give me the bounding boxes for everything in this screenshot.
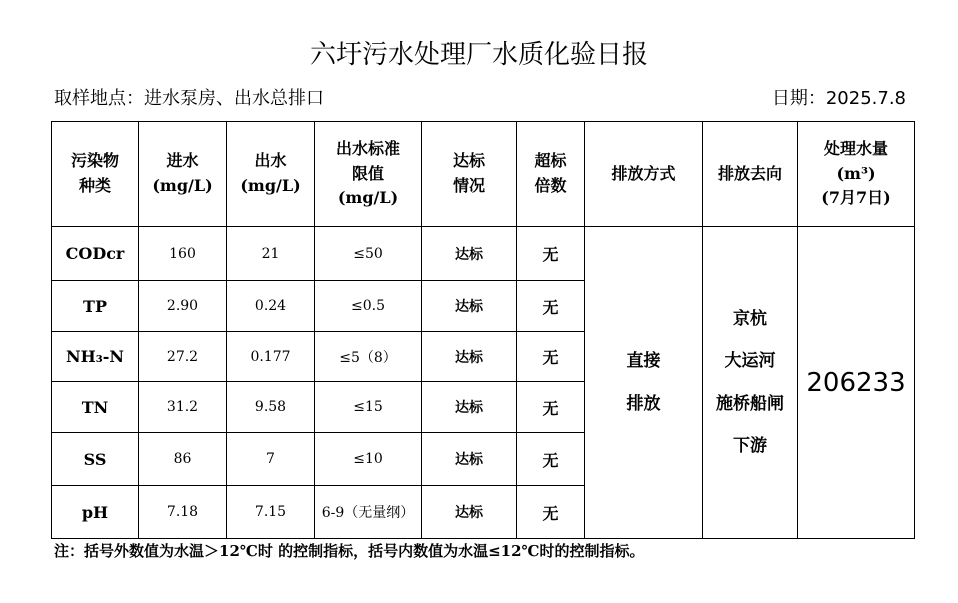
param-cell: NH₃-N — [52, 332, 139, 382]
report-title: 六圩污水处理厂水质化验日报 — [309, 40, 648, 70]
status-cell: 达标 — [422, 281, 517, 332]
influent-cell: 2.90 — [139, 281, 227, 332]
header-exceed: 超标 倍数 — [517, 122, 585, 227]
exceed-cell: 无 — [517, 227, 585, 281]
footnote: 注：括号外数值为水温＞12℃时 的控制指标，括号内数值为水温≤12℃时的控制指标。 — [54, 542, 645, 560]
limit-cell: ≤15 — [315, 382, 422, 433]
influent-cell: 86 — [139, 433, 227, 486]
limit-cell: ≤5（8） — [315, 332, 422, 382]
exceed-cell: 无 — [517, 433, 585, 486]
header-influent: 进水 (mg/L) — [139, 122, 227, 227]
discharge-dest-cell: 京杭 大运河 施桥船闸 下游 — [703, 227, 798, 539]
status-cell: 达标 — [422, 433, 517, 486]
influent-cell: 160 — [139, 227, 227, 281]
influent-cell: 27.2 — [139, 332, 227, 382]
influent-cell: 31.2 — [139, 382, 227, 433]
discharge-method-cell: 直接 排放 — [585, 227, 703, 539]
treated-volume-cell: 206233 — [798, 227, 915, 539]
header-effluent: 出水 (mg/L) — [227, 122, 315, 227]
effluent-cell: 7.15 — [227, 486, 315, 539]
header-discharge-dest: 排放去向 — [703, 122, 798, 227]
status-cell: 达标 — [422, 486, 517, 539]
header-pollutant: 污染物 种类 — [52, 122, 139, 227]
limit-cell: ≤50 — [315, 227, 422, 281]
table-row — [52, 227, 915, 281]
header-status: 达标 情况 — [422, 122, 517, 227]
sampling-location: 取样地点：进水泵房、出水总排口 — [54, 88, 324, 109]
influent-cell: 7.18 — [139, 486, 227, 539]
header-limit: 出水标准 限值 (mg/L) — [315, 122, 422, 227]
effluent-cell: 21 — [227, 227, 315, 281]
header-discharge-method: 排放方式 — [585, 122, 703, 227]
limit-cell: ≤10 — [315, 433, 422, 486]
exceed-cell: 无 — [517, 486, 585, 539]
header-row — [52, 122, 915, 227]
report-date: 日期：2025.7.8 — [771, 88, 906, 109]
exceed-cell: 无 — [517, 332, 585, 382]
status-cell: 达标 — [422, 227, 517, 281]
header-volume: 处理水量 (m³) (7月7日) — [798, 122, 915, 227]
effluent-cell: 9.58 — [227, 382, 315, 433]
param-cell: TP — [52, 281, 139, 332]
param-cell: pH — [52, 486, 139, 539]
status-cell: 达标 — [422, 332, 517, 382]
status-cell: 达标 — [422, 382, 517, 433]
effluent-cell: 7 — [227, 433, 315, 486]
effluent-cell: 0.177 — [227, 332, 315, 382]
water-quality-table — [51, 121, 915, 539]
limit-cell: 6-9（无量纲） — [315, 486, 422, 539]
limit-cell: ≤0.5 — [315, 281, 422, 332]
param-cell: TN — [52, 382, 139, 433]
param-cell: CODcr — [52, 227, 139, 281]
effluent-cell: 0.24 — [227, 281, 315, 332]
exceed-cell: 无 — [517, 281, 585, 332]
exceed-cell: 无 — [517, 382, 585, 433]
param-cell: SS — [52, 433, 139, 486]
